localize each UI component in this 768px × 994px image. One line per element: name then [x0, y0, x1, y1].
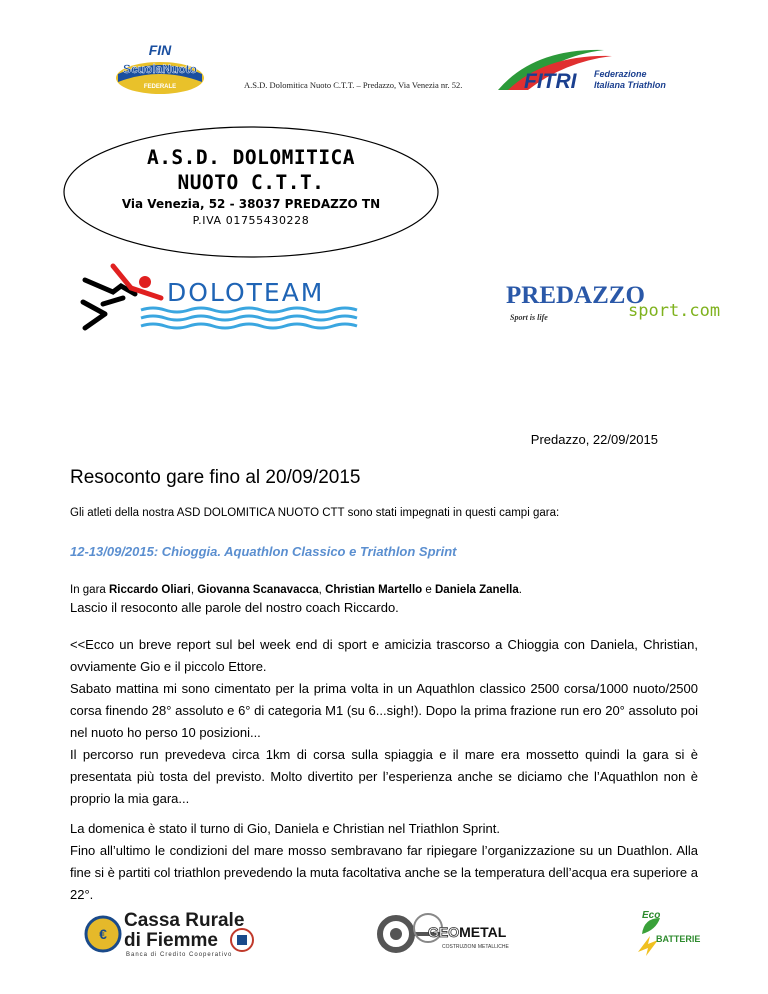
- club-name-line2: NUOTO C.T.T.: [177, 171, 325, 194]
- separator: ,: [318, 584, 326, 596]
- club-address: Via Venezia, 52 - 38037 PREDAZZO TN: [121, 197, 381, 211]
- predazzo-text: PREDAZZO: [506, 282, 645, 309]
- geometal-geo: GEO: [428, 924, 460, 940]
- svg-text:€: €: [99, 926, 107, 942]
- geometal-text: [428, 924, 506, 940]
- federale-text: FEDERALE: [143, 84, 177, 90]
- doloteam-text: DOLOTEAM: [167, 278, 325, 307]
- place-date: Predazzo, 22/09/2015: [530, 432, 658, 447]
- fitri-line2: Italiana Triathlon: [594, 80, 666, 90]
- participants-line: [70, 584, 698, 596]
- coach-line: Lascio il resoconto alle parole del nostro coach Riccardo.: [70, 600, 399, 615]
- section-title: 12-13/09/2015: Chioggia. Aquathlon Classico e Triathlon Sprint: [70, 544, 457, 559]
- ecobatterie-logo: [634, 912, 704, 958]
- fitri-logo: [494, 44, 694, 96]
- report-paragraph-4: La domenica è stato il turno di Gio, Daniela e Christian nel Triathlon Sprint.: [70, 821, 500, 836]
- fitri-mark-text: FITRI: [524, 70, 577, 93]
- page-title: Resoconto gare fino al 20/09/2015: [70, 467, 361, 488]
- batterie-text: BATTERIE: [656, 934, 701, 944]
- report-paragraph-1: <<Ecco un breve report sul bel week end di sport e amicizia trascorso a Chioggia con Daniela, Christian, ovviamente Gio e il piccolo Ettore.: [70, 637, 698, 674]
- predazzo-sport-logo: [506, 282, 721, 342]
- report-paragraph-3: Il percorso run prevedeva circa 1km di corsa sulla spiaggia e il mare era mossetto quindi la gara si è presentata più tosta del previsto. Molto divertito per l’esperienza anche se diciamo che l’Aquathlon non è proprio la mia gara...: [70, 747, 698, 806]
- geometal-metal: METAL: [459, 924, 507, 940]
- club-vat: P.IVA 01755430228: [192, 214, 310, 227]
- header-address-line: A.S.D. Dolomitica Nuoto C.T.T. – Predazzo, Via Venezia nr. 52.: [244, 80, 463, 90]
- predazzo-tagline: Sport is life: [510, 313, 548, 322]
- participant-name: Christian Martello: [325, 584, 423, 596]
- geometal-logo: [376, 910, 518, 960]
- cassa-rurale-line2: di Fiemme: [124, 930, 218, 951]
- geometal-sub: COSTRUZIONI METALLICHE: [442, 944, 509, 950]
- fitri-line1: Federazione: [594, 69, 647, 79]
- predazzo-sport-text: sport.com: [628, 301, 721, 321]
- doloteam-logo: [75, 258, 365, 340]
- eco-text: Eco: [642, 910, 661, 921]
- participant-name: Riccardo Oliari: [109, 584, 191, 596]
- cassa-rurale-line1: Cassa Rurale: [124, 910, 245, 931]
- club-name-line1: A.S.D. DOLOMITICA: [146, 146, 356, 169]
- separator: ,: [190, 584, 198, 596]
- participant-name: Daniela Zanella: [435, 584, 519, 596]
- intro-text: Gli atleti della nostra ASD DOLOMITICA NUOTO CTT sono stati impegnati in questi campi gara:: [70, 507, 560, 519]
- report-paragraph-5: Fino all’ultimo le condizioni del mare mosso sembravano far ripiegare l’organizzazione su un Duathlon. Alla fine si è partiti col triathlon prevedendo la muta facoltativa anche se la temperatura dell’acqua era superiore a 22°.: [70, 843, 698, 902]
- separator: .: [518, 584, 522, 596]
- report-paragraph-2: Sabato mattina mi sono cimentato per la prima volta in un Aquathlon classico 2500 corsa/1000 nuoto/2500 corsa finendo 28° assoluto e 6° di categoria M1 (su 6...sigh!). Dopo la prima frazione run ero 20° assoluto poi nel nuoto ho perso 10 posizioni...: [70, 681, 698, 740]
- fin-scuola-nuoto-logo: [112, 42, 208, 98]
- separator: e: [422, 584, 435, 596]
- cassa-rurale-sub: Banca di Credito Cooperativo: [126, 952, 233, 958]
- cassa-rurale-logo: [84, 908, 256, 964]
- participant-name: Giovanna Scanavacca: [197, 584, 319, 596]
- fin-logo-text: FIN: [148, 42, 172, 58]
- scuola-nuoto-text: ScuolaNuoto: [123, 62, 197, 76]
- participants-prefix: In gara: [70, 584, 109, 596]
